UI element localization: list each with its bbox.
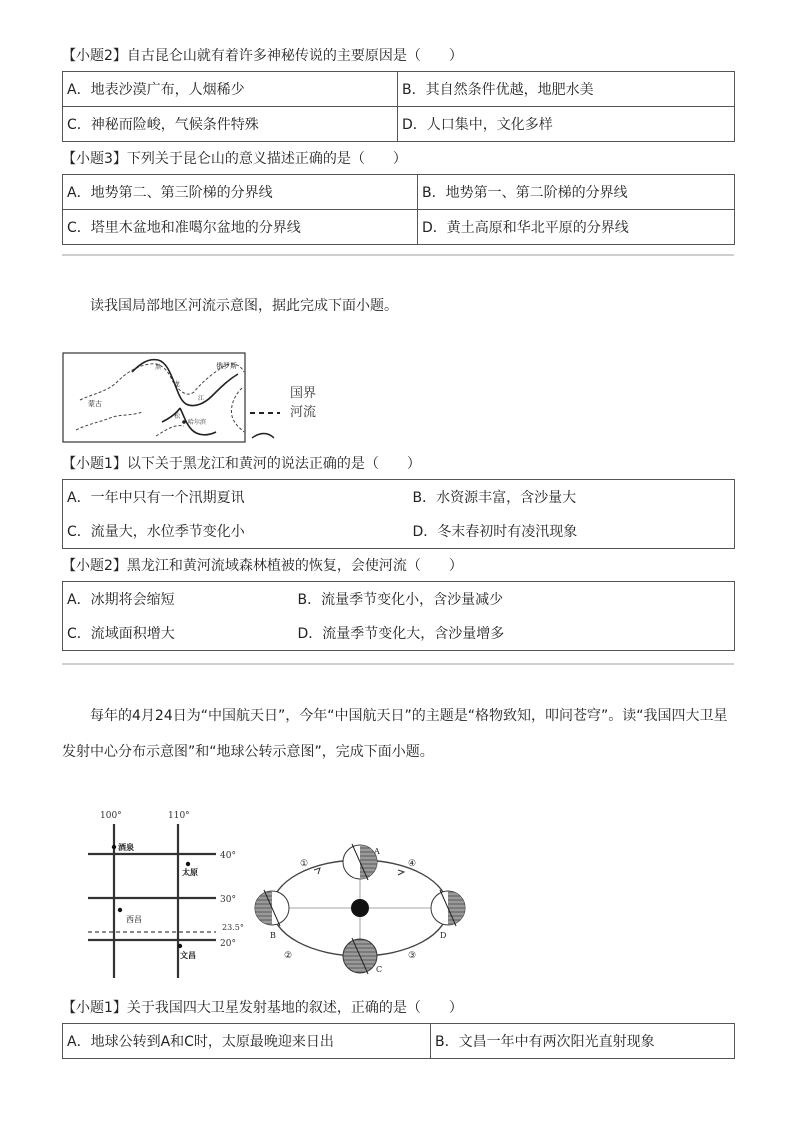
map-label: 松 — [174, 413, 181, 420]
site-label: 太原 — [182, 867, 198, 877]
lat-label: 20° — [220, 939, 236, 949]
site-dot — [118, 908, 122, 912]
position-label: B — [270, 931, 276, 940]
position-label: C — [376, 965, 383, 974]
options-table — [62, 174, 735, 245]
site-label: 酒泉 — [118, 842, 134, 852]
earth-bottom — [343, 938, 377, 974]
option-a[interactable]: A．地表沙漠广布，人烟稀少 — [63, 72, 398, 107]
question-label: 【小题3】下列关于昆仑山的意义描述正确的是（ ） — [62, 151, 407, 167]
section-divider — [62, 663, 734, 665]
map-label: 黑 — [155, 364, 162, 371]
arrow-label: ② — [284, 951, 293, 961]
map-label: 俄罗斯 — [216, 362, 237, 370]
lat-label: 23.5° — [222, 923, 244, 932]
position-label: A — [374, 847, 380, 856]
question-label: 【小题2】自古昆仑山就有着许多神秘传说的主要原因是（ ） — [62, 48, 463, 64]
question-label: 【小题1】以下关于黑龙江和黄河的说法正确的是（ ） — [62, 456, 421, 472]
river-legend-symbol — [252, 434, 274, 439]
option-d[interactable]: D．黄土高原和华北平原的分界线 — [418, 210, 735, 245]
position-label: D — [440, 931, 447, 940]
section-divider — [62, 254, 734, 256]
launch-site-map — [86, 806, 246, 982]
option-c[interactable]: C．塔里木盆地和准噶尔盆地的分界线 — [63, 210, 418, 245]
options-table — [62, 71, 735, 142]
city-dot — [182, 420, 186, 424]
option-b[interactable]: B．水资源丰富，含沙量大 — [412, 490, 577, 506]
question-label: 【小题2】黑龙江和黄河流域森林植被的恢复，会使河流（ ） — [62, 558, 463, 574]
section-intro: 读我国局部地区河流示意图，据此完成下面小题。 — [90, 298, 398, 314]
earth-right — [431, 890, 465, 926]
earth-left — [255, 890, 289, 926]
arrow-label: ③ — [408, 951, 417, 961]
lon-label: 100° — [100, 811, 122, 821]
option-a[interactable]: A．地势第二、第三阶梯的分界线 — [63, 175, 418, 210]
option-c[interactable]: C．神秘而险峻，气候条件特殊 — [63, 107, 398, 142]
option-b[interactable]: B．其自然条件优越，地肥水美 — [398, 72, 735, 107]
option-d[interactable]: D．人口集中，文化多样 — [398, 107, 735, 142]
options-table — [62, 1023, 735, 1059]
lat-label: 30° — [220, 895, 236, 905]
question-label: 【小题1】关于我国四大卫星发射基地的叙述，正确的是（ ） — [62, 1000, 463, 1016]
earth-top — [343, 844, 377, 880]
map-label: 蒙古 — [88, 400, 102, 408]
options-table — [62, 479, 735, 549]
legend-label-border: 国界 — [290, 386, 317, 401]
option-b[interactable]: B．地势第一、第二阶梯的分界线 — [418, 175, 735, 210]
section-intro: 每年的4月24日为“中国航天日”，今年“中国航天日”的主题是“格物致知，叩问苍穹”。读“我国四大卫星发射中心分布示意图”和“地球公转示意图”，完成下面小题。 — [62, 708, 728, 760]
site-label: 西昌 — [126, 915, 142, 924]
arrow-label: ① — [300, 859, 309, 869]
option-c[interactable]: C．流域面积增大 — [67, 626, 175, 642]
option-a[interactable]: A．地球公转到A和C时，太原最晚迎来日出 — [63, 1024, 431, 1059]
option-d[interactable]: D．冬末春初时有凌汛现象 — [412, 524, 578, 540]
site-dot — [186, 862, 190, 866]
site-label: 文昌 — [180, 950, 196, 960]
map-label: 哈尔滨 — [188, 419, 207, 426]
option-b[interactable]: B．流量季节变化小，含沙量减少 — [297, 592, 504, 608]
option-a[interactable]: A．冰期将会缩短 — [67, 592, 175, 608]
lon-label: 110° — [168, 811, 190, 821]
option-b[interactable]: B．文昌一年中有两次阳光直射现象 — [431, 1024, 735, 1059]
map-label: 江 — [198, 395, 205, 402]
options-table — [62, 581, 735, 651]
legend-label-river: 河流 — [290, 405, 317, 420]
lat-label: 40° — [220, 851, 236, 861]
option-d[interactable]: D．流量季节变化大，含沙量增多 — [297, 626, 505, 642]
site-dot — [178, 944, 182, 948]
option-c[interactable]: C．流量大，水位季节变化小 — [67, 524, 245, 540]
river-map — [62, 352, 332, 444]
map-label: 龙 — [174, 381, 181, 388]
arrow-label: ④ — [408, 859, 417, 869]
option-a[interactable]: A．一年中只有一个汛期夏讯 — [67, 490, 245, 506]
orbit-diagram — [248, 830, 478, 986]
site-dot — [112, 845, 116, 849]
sun — [351, 899, 369, 917]
